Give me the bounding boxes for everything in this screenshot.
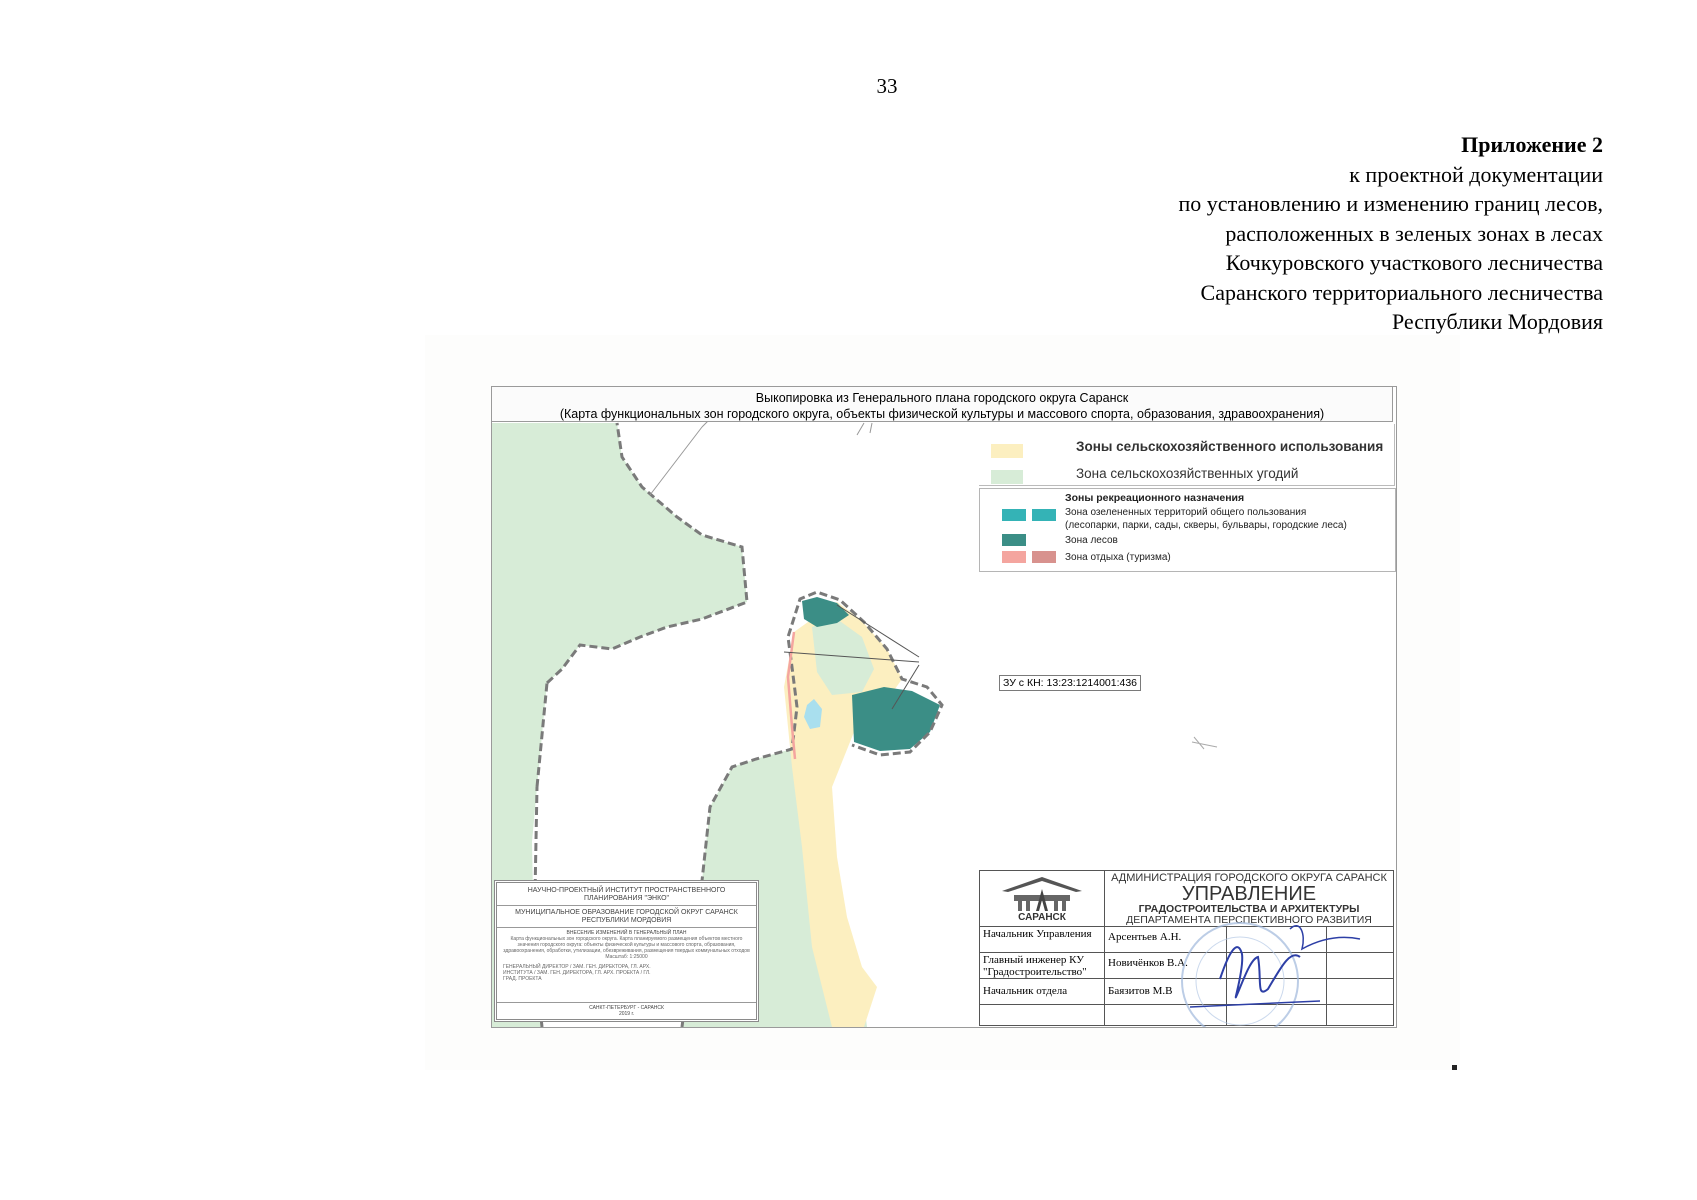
legend-swatch-recreation-alt: [1032, 551, 1056, 563]
department-line-2: ДЕПАРТАМЕНТА ПЕРСПЕКТИВНОГО РАЗВИТИЯ: [1126, 914, 1372, 926]
title-block-left: [494, 880, 759, 1022]
legend-label-green-public-desc: (лесопарки, парки, сады, скверы, бульвары, городские леса): [1065, 520, 1347, 531]
map-title-line-2: (Карта функциональных зон городского округа, объекты физической культуры и массового спорта, образования, здравоохранения): [559, 407, 1325, 421]
signer-name: Арсентьев А.Н.: [1108, 931, 1182, 943]
road-east: [1192, 737, 1217, 749]
legend-label-agri-lands: Зона сельскохозяйственных угодий: [1076, 466, 1299, 481]
appendix-line: Саранского территориального лесничества: [1200, 279, 1603, 305]
stamp-institute: НАУЧНО-ПРОЕКТНЫЙ ИНСТИТУТ ПРОСТРАНСТВЕННОГО ПЛАНИРОВАНИЯ "ЭНКО": [497, 883, 756, 906]
stamp-project: ВНЕСЕНИЕ ИЗМЕНЕНИЙ В ГЕНЕРАЛЬНЫЙ ПЛАН: [566, 930, 687, 936]
legend-recreation-header: Зоны рекреационного назначения: [1065, 492, 1245, 504]
appendix-line: по установлению и изменению границ лесов,: [1178, 191, 1603, 216]
appendix-line: Кочкуровского участкового лесничества: [1225, 250, 1603, 275]
legend-label-green-public: Зона озелененных территорий общего пользования: [1065, 507, 1307, 518]
department-line-1: ГРАДОСТРОИТЕЛЬСТВА И АРХИТЕКТУРЫ: [1138, 903, 1360, 915]
signer-role: Главный инженер КУ "Градостроительство": [983, 954, 1087, 978]
signer-name: Новичёнков В.А.: [1108, 957, 1188, 969]
signer-role: Начальник Управления: [983, 928, 1092, 940]
admin-name: АДМИНИСТРАЦИЯ ГОРОДСКОГО ОКРУГА САРАНСК: [1111, 872, 1387, 884]
appendix-title: Приложение 2: [1461, 132, 1603, 157]
legend-label-recreation: Зона отдыха (туризма): [1065, 552, 1171, 563]
scan-corner-mark: [1452, 1065, 1457, 1070]
official-seal-and-signature: [1130, 909, 1370, 1027]
saransk-logo: [992, 875, 1092, 923]
title-block-right: [979, 870, 1394, 1026]
legend-swatch-forest: [1002, 534, 1026, 546]
legend-swatch-agri-zone: [991, 444, 1023, 458]
logo-caption: САРАНСК: [1018, 912, 1066, 923]
legend-recreation: [979, 488, 1396, 572]
forest-east: [852, 687, 940, 751]
page-number: 33: [876, 74, 898, 98]
appendix-line: расположенных в зеленых зонах в лесах: [1225, 220, 1603, 246]
legend-swatch-agri-lands: [991, 470, 1023, 484]
appendix-line: к проектной документации: [1349, 161, 1603, 187]
map-title: [491, 386, 1393, 422]
department-name: УПРАВЛЕНИЕ: [1181, 883, 1317, 905]
legend-label-agri-zone: Зоны сельскохозяйственного использования: [1076, 439, 1384, 454]
stamp-signers: ГЕНЕРАЛЬНЫЙ ДИРЕКТОР / ЗАМ. ГЕН. ДИРЕКТОРА, ГЛ. АРХ. ИНСТИТУТА / ЗАМ. ГЕН. ДИРЕКТОРА, ГЛ. АРХ. ПРОЕКТА / ГЛ. ГРАД. ПРОЕКТА: [503, 964, 651, 982]
stamp-year: 2019 г.: [618, 1011, 635, 1017]
stamp-municipality: МУНИЦИПАЛЬНОЕ ОБРАЗОВАНИЕ ГОРОДСКОЙ ОКРУГ САРАНСК РЕСПУБЛИКИ МОРДОВИЯ: [497, 906, 756, 928]
table-divider: [1104, 926, 1105, 1025]
appendix-heading: [903, 130, 1603, 337]
legend-swatch-recreation: [1002, 551, 1026, 563]
stamp-city: САНКТ-ПЕТЕРБУРГ - САРАНСК: [589, 1005, 664, 1011]
stamp-project-desc: Карта функциональных зон городского округа. Карта планируемого размещения объектов местного значения городского округа: объекты физической культуры и массового спорта, образования, здравоохранения, обработки, утилизации, обезвреживания, размещения твердых коммунальных отходов Масштаб: 1:25000: [503, 936, 750, 960]
map-title-line-1: Выкопировка из Генерального плана городского округа Саранск: [755, 391, 1129, 405]
legend-label-forest: Зона лесов: [1065, 535, 1118, 546]
signer-role: Начальник отдела: [983, 985, 1068, 997]
signer-name: Баязитов М.В: [1108, 985, 1173, 997]
appendix-line: Республики Мордовия: [1391, 309, 1603, 334]
legend-agri: [979, 424, 1395, 486]
legend-swatch-green-public-2: [1032, 509, 1056, 521]
parcel-label: ЗУ с КН: 13:23:1214001:436: [999, 675, 1141, 691]
legend-swatch-green-public-1: [1002, 509, 1026, 521]
